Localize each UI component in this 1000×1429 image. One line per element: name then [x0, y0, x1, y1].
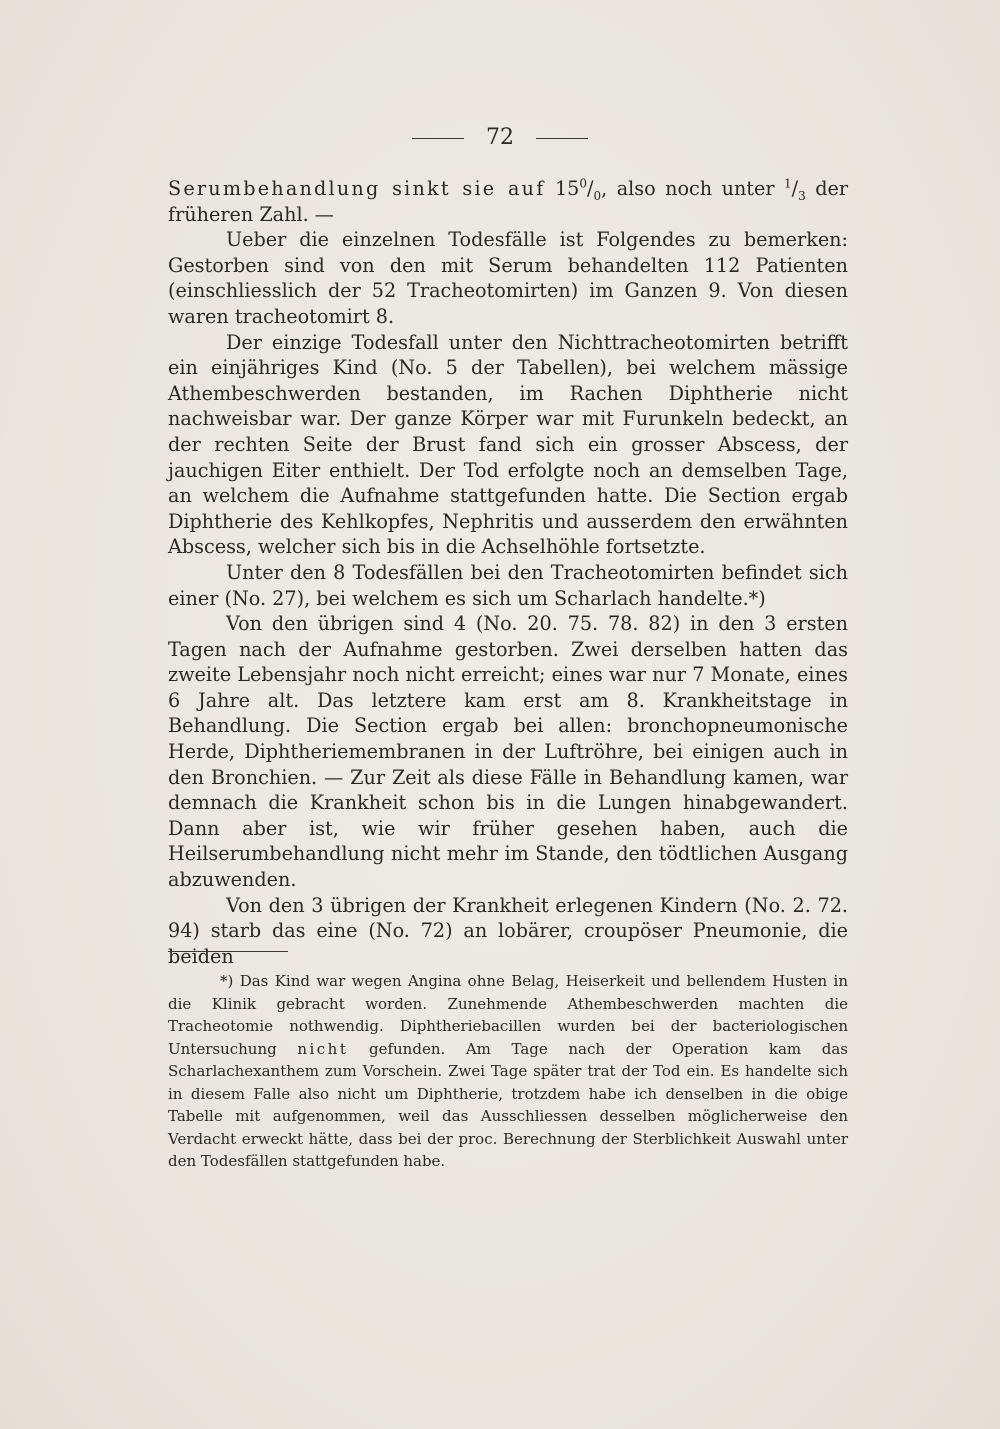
spaced-phrase: Serumbehandlung sinkt sie auf: [168, 177, 546, 200]
paragraph: Unter den 8 Todesfällen bei den Tracheotomirten befindet sich einer (No. 27), bei welchem es sich um Scharlach handelte.*): [168, 560, 848, 610]
header-dash-left: [412, 138, 464, 139]
header-dash-right: [536, 138, 588, 139]
paragraph: Von den übrigen sind 4 (No. 20. 75. 78. 82) in den 3 ersten Tagen nach der Aufnahme gestorben. Zwei derselben hatten das zweite Lebensjahr noch nicht erreicht; eines war nur 7 Monate, eines 6 Jahre alt. Das letztere kam erst am 8. Krankheitstage in Behandlung. Die Section ergab bei allen: bronchopneumonische Herde, Diphtheriemembranen in der Luftröhre, bei einigen auch in den Bronchien. — Zur Zeit als diese Fälle in Behandlung kamen, war demnach die Krankheit schon bis in die Lungen hinabgewandert. Dann aber ist, wie wir früher gesehen haben, auch die Heilserumbehandlung nicht mehr im Stande, den tödtlichen Ausgang abzuwenden.: [168, 612, 848, 892]
footnote: *) Das Kind war wegen Angina ohne Belag, Heiserkeit und bellendem Husten in die Klinik gebracht worden. Zunehmende Athembeschwerden machten die Tracheotomie nothwendig. Diphtheriebacillen wurden bei der bacteriologischen Untersuchung nicht gefunden. Am Tage nach der Operation kam das Scharlachexanthem zum Vorschein. Zwei Tage später trat der Tod ein. Es handelte sich in diesem Falle also nicht um Diphtherie, trotzdem habe ich denselben in die obige Tabelle mit aufgenommen, weil das Ausschliessen desselben möglicherweise den Verdacht erweckt hätte, dass bei der proc. Berechnung der Sterblichkeit Auswahl unter den Todesfällen stattgefunden habe.: [168, 972, 848, 1170]
body-text: [168, 176, 848, 969]
paragraph: Von den 3 übrigen der Krankheit erlegenen Kindern (No. 2. 72. 94) starb das eine (No. 72) an lobärer, croupöser Pneumonie, die beiden: [168, 893, 848, 968]
paragraph-continued: Serumbehandlung sinkt sie auf $15^0/_0$, also noch unter $^1/_3$ der früheren Zahl. —: [168, 176, 849, 226]
paragraph: Ueber die einzelnen Todesfälle ist Folgendes zu bemerken: Gestorben sind von den mit Serum behandelten 112 Patienten (einschliesslich der 52 Tracheotomirten) im Ganzen 9. Von diesen waren tracheotomirt 8.: [168, 228, 848, 328]
page-number: 72: [486, 125, 514, 150]
page-header: [0, 124, 1000, 152]
footnote-spaced-word: nicht: [297, 1039, 349, 1058]
paragraph: Der einzige Todesfall unter den Nichttracheotomirten betrifft ein einjähriges Kind (No. 5 der Tabellen), bei welchem mässige Athembeschwerden bestanden, im Rachen Diphtherie nicht nachweisbar war. Der ganze Körper war mit Furunkeln bedeckt, an der rechten Seite der Brust fand sich ein grosser Abscess, der jauchigen Eiter enthielt. Der Tod erfolgte noch an demselben Tage, an welchem die Aufnahme stattgefunden hatte. Die Section ergab Diphtherie des Kehlkopfes, Nephritis und ausserdem den erwähnten Abscess, welcher sich bis in die Achselhöhle fortsetzte.: [168, 330, 848, 559]
footnote-divider: [168, 951, 288, 952]
